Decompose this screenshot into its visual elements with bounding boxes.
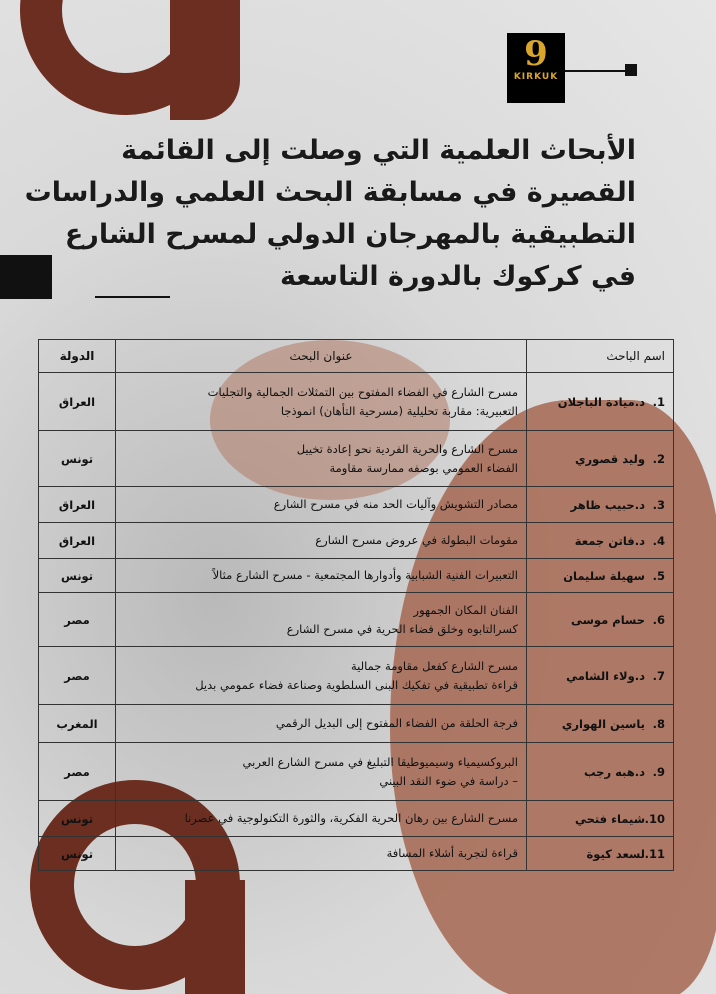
title-line-3: التطبيقية بالمهرجان الدولي لمسرح الشارع xyxy=(64,219,636,250)
country-cell: العراق xyxy=(39,373,116,431)
country-cell: تونس xyxy=(39,559,116,593)
country-cell: العراق xyxy=(39,487,116,523)
research-title-line: البروكسيمياء وسيميوطيقا التبليغ في مسرح الشارع العربي xyxy=(242,754,518,769)
research-title-cell xyxy=(116,593,527,647)
row-number: 4. xyxy=(652,533,665,548)
research-title-line: الفنان المكان الجمهور xyxy=(413,602,518,617)
row-number: 11. xyxy=(644,846,665,861)
research-title-line: مسرح الشارع بين رهان الحرية الفكرية، والثورة التكنولوجية في عصرنا xyxy=(184,811,518,825)
research-title-cell xyxy=(116,373,527,431)
research-title-cell xyxy=(116,559,527,593)
title-line-2: القصيرة في مسابقة البحث العلمي والدراسات xyxy=(24,177,636,208)
logo-number: 9 xyxy=(524,34,548,74)
research-title-line: مصادر التشويش وآليات الحد منه في مسرح الشارع xyxy=(273,497,518,511)
research-title-line: التعبيرات الفنية الشبابية وأدوارها المجتمعية - مسرح الشارع مثالاً xyxy=(212,568,518,582)
header-country: الدولة xyxy=(39,340,116,373)
table-row xyxy=(39,705,674,743)
table-row xyxy=(39,559,674,593)
header-research-title: عنوان البحث xyxy=(116,340,527,373)
title-line-1: الأبحاث العلمية التي وصلت إلى القائمة xyxy=(121,135,636,166)
researcher-name-cell xyxy=(527,487,674,523)
row-number: 1. xyxy=(652,394,665,409)
researcher-name: وليد قصوري xyxy=(574,451,645,466)
row-number: 6. xyxy=(652,612,665,627)
table-row xyxy=(39,801,674,837)
decorative-nine-top-tail xyxy=(170,0,240,120)
research-title-cell xyxy=(116,431,527,487)
research-title-cell xyxy=(116,801,527,837)
row-number: 7. xyxy=(652,668,665,683)
country-cell: العراق xyxy=(39,523,116,559)
researcher-name: لسعد كيوة xyxy=(586,846,645,861)
logo-text: KIRKUK xyxy=(513,72,559,82)
table-body xyxy=(39,373,674,871)
row-number: 9. xyxy=(652,764,665,779)
researcher-name-cell xyxy=(527,593,674,647)
row-number: 10. xyxy=(644,811,665,826)
row-number: 3. xyxy=(652,497,665,512)
title-underline xyxy=(95,296,170,298)
table-row xyxy=(39,837,674,871)
researcher-name: د.ولاء الشامي xyxy=(566,668,645,683)
researcher-name-cell xyxy=(527,431,674,487)
research-title-cell xyxy=(116,837,527,871)
row-number: 2. xyxy=(652,451,665,466)
table-row xyxy=(39,373,674,431)
research-title-line: الفضاء العمومي بوصفه ممارسة مقاومة xyxy=(329,460,518,475)
research-title-line: فرجة الحلقة من الفضاء المفتوح إلى البديل الرقمي xyxy=(275,716,518,730)
country-cell: المغرب xyxy=(39,705,116,743)
row-number: 5. xyxy=(652,568,665,583)
country-cell: تونس xyxy=(39,801,116,837)
table-row xyxy=(39,487,674,523)
research-title-cell xyxy=(116,743,527,801)
researcher-name-cell xyxy=(527,705,674,743)
research-title-line: كسرالتابوه وخلق فضاء الحرية في مسرح الشارع xyxy=(286,621,518,636)
research-table xyxy=(38,339,674,871)
table-row xyxy=(39,593,674,647)
festival-logo xyxy=(507,33,565,103)
table-row xyxy=(39,523,674,559)
table-row xyxy=(39,647,674,705)
researcher-name-cell xyxy=(527,373,674,431)
research-title-line: مسرح الشارع والحرية الفردية نحو إعادة تخييل xyxy=(296,441,518,456)
researcher-name: سهيلة سليمان xyxy=(563,568,645,583)
header-divider-line xyxy=(565,70,625,72)
researcher-name-cell xyxy=(527,559,674,593)
researcher-name: حسام موسى xyxy=(570,612,645,627)
research-title-cell xyxy=(116,647,527,705)
researcher-name-cell xyxy=(527,647,674,705)
decorative-black-bar xyxy=(0,255,52,299)
decorative-nine-bottom-tail xyxy=(185,880,245,994)
researcher-name-cell xyxy=(527,837,674,871)
researcher-name: د.حبيب ظاهر xyxy=(570,497,645,512)
research-title-line: مسرح الشارع في الفضاء المفتوح بين التمثلات الجمالية والتجليات xyxy=(207,384,518,399)
research-title-line: مقومات البطولة في عروض مسرح الشارع xyxy=(315,533,518,547)
table-row xyxy=(39,431,674,487)
research-title-line: – دراسة في ضوء النقد البيني xyxy=(379,773,518,788)
researcher-name-cell xyxy=(527,523,674,559)
researcher-name: د.هبه رجب xyxy=(584,764,645,779)
header-researcher-name: اسم الباحث xyxy=(527,340,674,373)
researcher-name: د.فاتن جمعة xyxy=(574,533,645,548)
research-title-line: مسرح الشارع كفعل مقاومة جمالية xyxy=(351,658,518,673)
research-title-cell xyxy=(116,523,527,559)
research-title-cell xyxy=(116,487,527,523)
country-cell: تونس xyxy=(39,837,116,871)
row-number: 8. xyxy=(652,716,665,731)
country-cell: مصر xyxy=(39,743,116,801)
table-row xyxy=(39,743,674,801)
researcher-name-cell xyxy=(527,801,674,837)
page-title xyxy=(24,130,636,298)
research-title-line: قراءة لتجربة أشلاء المسافة xyxy=(386,846,518,860)
research-title-line: قراءة تطبيقية في تفكيك البنى السلطوية وصناعة فضاء عمومي بديل xyxy=(195,677,518,692)
research-title-line: التعبيرية: مقاربة تحليلية (مسرحية التأهان) انموذجا xyxy=(280,403,518,418)
table-header-row xyxy=(39,340,674,373)
researcher-name: ياسين الهواري xyxy=(561,716,645,731)
researcher-name: شيماء فتحي xyxy=(574,811,645,826)
researcher-name-cell xyxy=(527,743,674,801)
country-cell: مصر xyxy=(39,593,116,647)
country-cell: تونس xyxy=(39,431,116,487)
header-square-marker xyxy=(625,64,637,76)
country-cell: مصر xyxy=(39,647,116,705)
researcher-name: د.ميادة الباجلان xyxy=(557,394,645,409)
research-title-cell xyxy=(116,705,527,743)
title-line-4: في كركوك بالدورة التاسعة xyxy=(279,261,636,292)
